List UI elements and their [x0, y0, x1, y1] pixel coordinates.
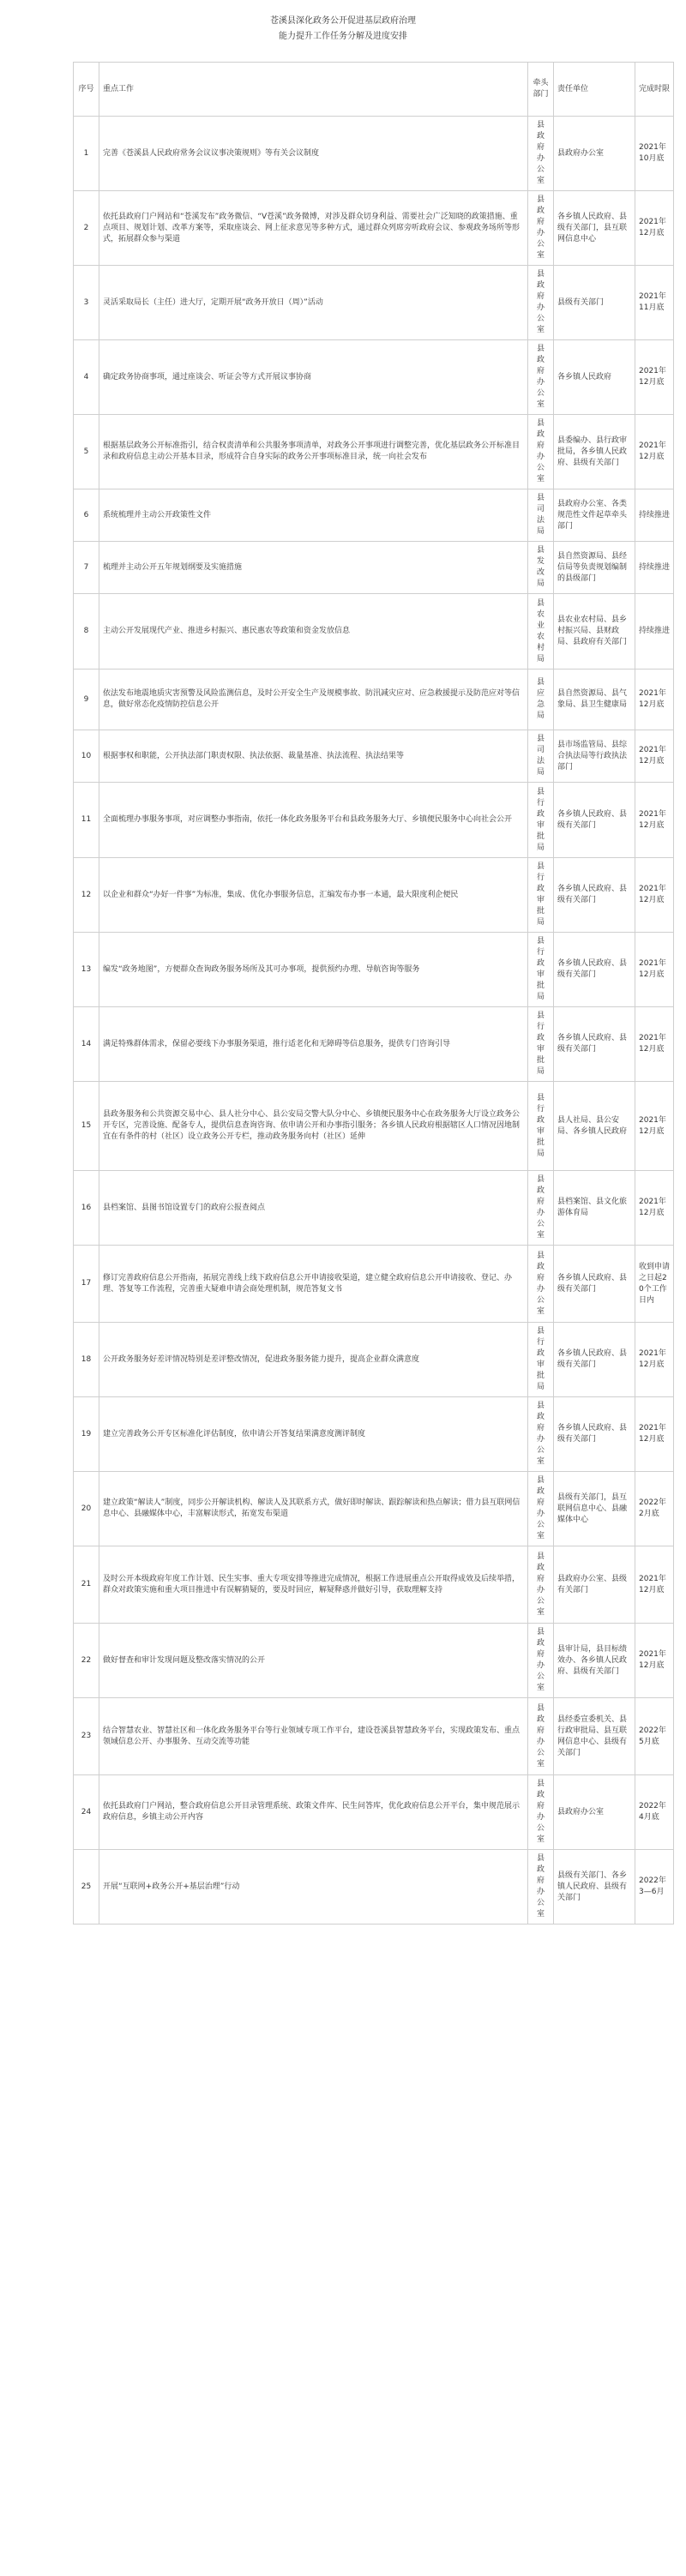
table-row — [74, 1323, 674, 1397]
row-lead-department: 县行政审批局 — [528, 1323, 554, 1397]
row-deadline: 2021年12月底 — [635, 415, 674, 489]
row-lead-department: 县政府办公室 — [528, 1546, 554, 1624]
row-work: 开展“互联网+政务公开+基层治理”行动 — [99, 1850, 528, 1924]
row-deadline: 2021年12月底 — [635, 933, 674, 1007]
table-row — [74, 1698, 674, 1775]
row-lead-department: 县政府办公室 — [528, 1171, 554, 1246]
row-number: 9 — [74, 670, 99, 730]
row-lead-department: 县行政审批局 — [528, 933, 554, 1007]
table-row — [74, 340, 674, 415]
table-row — [74, 1546, 674, 1624]
row-number: 1 — [74, 117, 99, 191]
row-work: 主动公开发展现代产业、推进乡村振兴、惠民惠农等政策和资金发放信息 — [99, 594, 528, 670]
row-lead-department: 县政府办公室 — [528, 415, 554, 489]
row-work: 满足特殊群体需求，保留必要线下办事服务渠道，推行适老化和无障碍等信息服务，提供专门咨询引导 — [99, 1007, 528, 1082]
title-line-2: 能力提升工作任务分解及进度安排 — [279, 32, 407, 41]
row-work: 县档案馆、县图书馆设置专门的政府公报查阅点 — [99, 1171, 528, 1246]
table-header-row — [74, 63, 674, 117]
table-row — [74, 594, 674, 670]
row-work: 根据事权和职能，公开执法部门职责权限、执法依据、裁量基准、执法流程、执法结果等 — [99, 730, 528, 783]
row-responsible-units: 各乡镇人民政府 — [554, 340, 635, 415]
row-number: 10 — [74, 730, 99, 783]
row-deadline: 2021年12月底 — [635, 1397, 674, 1472]
table-row — [74, 730, 674, 783]
row-number: 21 — [74, 1546, 99, 1624]
row-number: 5 — [74, 415, 99, 489]
row-work: 编发“政务地图”，方便群众查询政务服务场所及其可办事项，提供预约办理、导航咨询等服务 — [99, 933, 528, 1007]
row-number: 17 — [74, 1246, 99, 1323]
row-lead-department: 县政府办公室 — [528, 1246, 554, 1323]
row-lead-department: 县发改局 — [528, 542, 554, 594]
row-work: 建立政策“解读人”制度，同步公开解读机构、解读人及其联系方式，做好即时解读、跟踪解读和热点解读；借力县互联网信息中心、县融媒体中心，丰富解读形式，拓宽发布渠道 — [99, 1472, 528, 1546]
row-lead-department: 县行政审批局 — [528, 783, 554, 858]
row-lead-department: 县政府办公室 — [528, 1775, 554, 1850]
row-responsible-units: 县级有关部门、各乡镇人民政府、县级有关部门 — [554, 1850, 635, 1924]
row-responsible-units: 县审计局，县目标绩效办、各乡镇人民政府、县级有关部门 — [554, 1624, 635, 1698]
row-responsible-units: 县委编办、县行政审批局，各乡镇人民政府、县级有关部门 — [554, 415, 635, 489]
row-work: 公开政务服务好差评情况特别是差评整改情况，促进政务服务能力提升，提高企业群众满意度 — [99, 1323, 528, 1397]
row-responsible-units: 县人社局、县公安局、各乡镇人民政府 — [554, 1082, 635, 1171]
table-row — [74, 1397, 674, 1472]
row-work: 根据基层政务公开标准指引，结合权责清单和公共服务事项清单，对政务公开事项进行调整完善，优化基层政务公开标准目录和政府信息主动公开基本目录，形成符合自身实际的政务公开事项标准目录，统一向社会发布 — [99, 415, 528, 489]
row-deadline: 2021年12月底 — [635, 1624, 674, 1698]
row-work: 全面梳理办事服务事项，对应调整办事指南，依托一体化政务服务平台和县政务服务大厅、乡镇便民服务中心向社会公开 — [99, 783, 528, 858]
row-lead-department: 县政府办公室 — [528, 1850, 554, 1924]
row-work: 梳理并主动公开五年规划纲要及实施措施 — [99, 542, 528, 594]
row-number: 15 — [74, 1082, 99, 1171]
row-deadline: 2021年12月底 — [635, 670, 674, 730]
row-lead-department: 县行政审批局 — [528, 858, 554, 933]
row-lead-department: 县政府办公室 — [528, 1472, 554, 1546]
row-number: 3 — [74, 266, 99, 340]
row-responsible-units: 县市场监管局、县综合执法局等行政执法部门 — [554, 730, 635, 783]
row-deadline: 2021年12月底 — [635, 1323, 674, 1397]
row-number: 22 — [74, 1624, 99, 1698]
row-responsible-units: 县政府办公室 — [554, 1775, 635, 1850]
table-row — [74, 542, 674, 594]
row-deadline: 持续推进 — [635, 489, 674, 542]
row-number: 23 — [74, 1698, 99, 1775]
row-work: 县政务服务和公共资源交易中心、县人社分中心、县公安局交警大队分中心、乡镇便民服务中心在政务服务大厅设立政务公开专区，完善设施、配备专人，提供信息查询咨询、依申请公开和办事指引服务；各乡镇人民政府根据辖区人口情况因地制宜在有条件的村（社区）设立政务公开专栏，推动政务服务向村（社区）延伸 — [99, 1082, 528, 1171]
row-deadline: 2021年12月底 — [635, 1007, 674, 1082]
header-resp: 责任单位 — [554, 63, 635, 117]
row-lead-department: 县农业农村局 — [528, 594, 554, 670]
row-number: 14 — [74, 1007, 99, 1082]
row-number: 25 — [74, 1850, 99, 1924]
row-lead-department: 县政府办公室 — [528, 117, 554, 191]
row-responsible-units: 县档案馆、县文化旅游体育局 — [554, 1171, 635, 1246]
row-responsible-units: 各乡镇人民政府、县级有关部门，县互联网信息中心 — [554, 191, 635, 266]
row-work: 做好督查和审计发现问题及整改落实情况的公开 — [99, 1624, 528, 1698]
row-responsible-units: 县政府办公室、县级有关部门 — [554, 1546, 635, 1624]
row-deadline: 2021年12月底 — [635, 858, 674, 933]
row-work: 依法发布地震地质灾害预警及风险监测信息，及时公开安全生产及规模事故、防汛减灾应对、应急救援提示及防范应对等信息，做好常态化疫情防控信息公开 — [99, 670, 528, 730]
table-row — [74, 1007, 674, 1082]
row-lead-department: 县政府办公室 — [528, 340, 554, 415]
table-row — [74, 1082, 674, 1171]
row-deadline: 2022年3—6月 — [635, 1850, 674, 1924]
row-responsible-units: 各乡镇人民政府、县级有关部门 — [554, 1323, 635, 1397]
row-responsible-units: 县农业农村局、县乡村振兴局、县财政局、县政府有关部门 — [554, 594, 635, 670]
row-work: 及时公开本级政府年度工作计划、民生实事、重大专项安排等推进完成情况，根据工作进展重点公开取得成效及后续举措，群众对政策实施和重大项目推进中有误解猜疑的，要及时回应，解疑释惑并做好引导，获取理解支持 — [99, 1546, 528, 1624]
row-deadline: 2021年12月底 — [635, 340, 674, 415]
row-responsible-units: 县级有关部门 — [554, 266, 635, 340]
row-work: 以企业和群众“办好一件事”为标准，集成、优化办事服务信息，汇编发布办事一本通，最大限度利企便民 — [99, 858, 528, 933]
row-deadline: 2021年12月底 — [635, 783, 674, 858]
row-number: 19 — [74, 1397, 99, 1472]
row-work: 修订完善政府信息公开指南，拓展完善线上线下政府信息公开申请接收渠道，建立健全政府信息公开申请接收、登记、办理、答复等工作流程，完善重大疑难申请会商处理机制，规范答复文书 — [99, 1246, 528, 1323]
row-lead-department: 县司法局 — [528, 489, 554, 542]
table-row — [74, 1775, 674, 1850]
table-row — [74, 1624, 674, 1698]
row-number: 13 — [74, 933, 99, 1007]
row-deadline: 2022年4月底 — [635, 1775, 674, 1850]
row-deadline: 2021年11月底 — [635, 266, 674, 340]
row-deadline: 持续推进 — [635, 542, 674, 594]
row-work: 完善《苍溪县人民政府常务会议议事决策规则》等有关会议制度 — [99, 117, 528, 191]
row-lead-department: 县政府办公室 — [528, 1624, 554, 1698]
table-row — [74, 1850, 674, 1924]
row-lead-department: 县政府办公室 — [528, 1698, 554, 1775]
row-work: 确定政务协商事项，通过座谈会、听证会等方式开展议事协商 — [99, 340, 528, 415]
row-work: 灵活采取局长（主任）进大厅，定期开展“政务开放日（周）”活动 — [99, 266, 528, 340]
row-lead-department: 县行政审批局 — [528, 1007, 554, 1082]
table-row — [74, 1472, 674, 1546]
row-responsible-units: 各乡镇人民政府、县级有关部门 — [554, 858, 635, 933]
row-lead-department: 县司法局 — [528, 730, 554, 783]
row-number: 8 — [74, 594, 99, 670]
table-row — [74, 670, 674, 730]
row-lead-department: 县应急局 — [528, 670, 554, 730]
header-no: 序号 — [74, 63, 99, 117]
row-number: 11 — [74, 783, 99, 858]
row-deadline: 2021年12月底 — [635, 730, 674, 783]
row-deadline: 2021年10月底 — [635, 117, 674, 191]
table-row — [74, 858, 674, 933]
row-responsible-units: 县级有关部门，县互联网信息中心、县融媒体中心 — [554, 1472, 635, 1546]
row-deadline: 2022年5月底 — [635, 1698, 674, 1775]
row-number: 18 — [74, 1323, 99, 1397]
row-number: 16 — [74, 1171, 99, 1246]
row-number: 12 — [74, 858, 99, 933]
title-line-1: 苍溪县深化政务公开促进基层政府治理 — [270, 16, 416, 26]
task-table — [73, 62, 674, 1924]
document-title — [0, 14, 686, 45]
table-row — [74, 783, 674, 858]
row-deadline: 2021年12月底 — [635, 1171, 674, 1246]
row-work: 系统梳理并主动公开政策性文件 — [99, 489, 528, 542]
row-responsible-units: 各乡镇人民政府、县级有关部门 — [554, 933, 635, 1007]
table-row — [74, 1171, 674, 1246]
row-lead-department: 县政府办公室 — [528, 266, 554, 340]
row-responsible-units: 县自然资源局、县气象局、县卫生健康局 — [554, 670, 635, 730]
row-number: 20 — [74, 1472, 99, 1546]
row-responsible-units: 各乡镇人民政府、县级有关部门 — [554, 1007, 635, 1082]
row-number: 6 — [74, 489, 99, 542]
table-row — [74, 266, 674, 340]
row-number: 24 — [74, 1775, 99, 1850]
row-work: 建立完善政务公开专区标准化评估制度，依申请公开答复结果满意度测评制度 — [99, 1397, 528, 1472]
table-row — [74, 191, 674, 266]
row-responsible-units: 各乡镇人民政府、县级有关部门 — [554, 783, 635, 858]
row-deadline: 2021年12月底 — [635, 1546, 674, 1624]
row-responsible-units: 县经委宣委机关、县行政审批局、县互联网信息中心、县级有关部门 — [554, 1698, 635, 1775]
row-lead-department: 县政府办公室 — [528, 191, 554, 266]
row-deadline: 持续推进 — [635, 594, 674, 670]
table-row — [74, 1246, 674, 1323]
row-number: 4 — [74, 340, 99, 415]
table-row — [74, 415, 674, 489]
header-lead: 牵头部门 — [528, 63, 554, 117]
row-deadline: 2021年12月底 — [635, 191, 674, 266]
row-lead-department: 县政府办公室 — [528, 1397, 554, 1472]
row-work: 依托县政府门户网站和“苍溪发布”政务微信、“V苍溪”政务微博，对涉及群众切身利益、需要社会广泛知晓的政策措施、重点项目、规划计划、改革方案等，采取座谈会、网上征求意见等多种方式，通过群众列席旁听政府会议、参观政务场所等形式，拓展群众参与渠道 — [99, 191, 528, 266]
row-responsible-units: 各乡镇人民政府、县级有关部门 — [554, 1397, 635, 1472]
row-number: 7 — [74, 542, 99, 594]
row-work: 依托县政府门户网站，整合政府信息公开目录管理系统、政策文件库、民生问答库，优化政府信息公开平台，集中规范展示政府信息，乡镇主动公开内容 — [99, 1775, 528, 1850]
row-deadline: 2021年12月底 — [635, 1082, 674, 1171]
table-row — [74, 933, 674, 1007]
table-row — [74, 117, 674, 191]
row-responsible-units: 县政府办公室 — [554, 117, 635, 191]
row-responsible-units: 县自然资源局、县经信局等负责规划编制的县级部门 — [554, 542, 635, 594]
row-responsible-units: 县政府办公室、各类规范性文件起草牵头部门 — [554, 489, 635, 542]
row-lead-department: 县行政审批局 — [528, 1082, 554, 1171]
header-time: 完成时限 — [635, 63, 674, 117]
row-number: 2 — [74, 191, 99, 266]
table-body — [74, 117, 674, 1924]
row-deadline: 收到申请之日起20个工作日内 — [635, 1246, 674, 1323]
row-work: 结合智慧农业、智慧社区和一体化政务服务平台等行业领域专项工作平台，建设苍溪县智慧政务平台，实现政策发布、重点领域信息公开、办事服务、互动交流等功能 — [99, 1698, 528, 1775]
row-responsible-units: 各乡镇人民政府、县级有关部门 — [554, 1246, 635, 1323]
row-deadline: 2022年2月底 — [635, 1472, 674, 1546]
table-row — [74, 489, 674, 542]
header-work: 重点工作 — [99, 63, 528, 117]
